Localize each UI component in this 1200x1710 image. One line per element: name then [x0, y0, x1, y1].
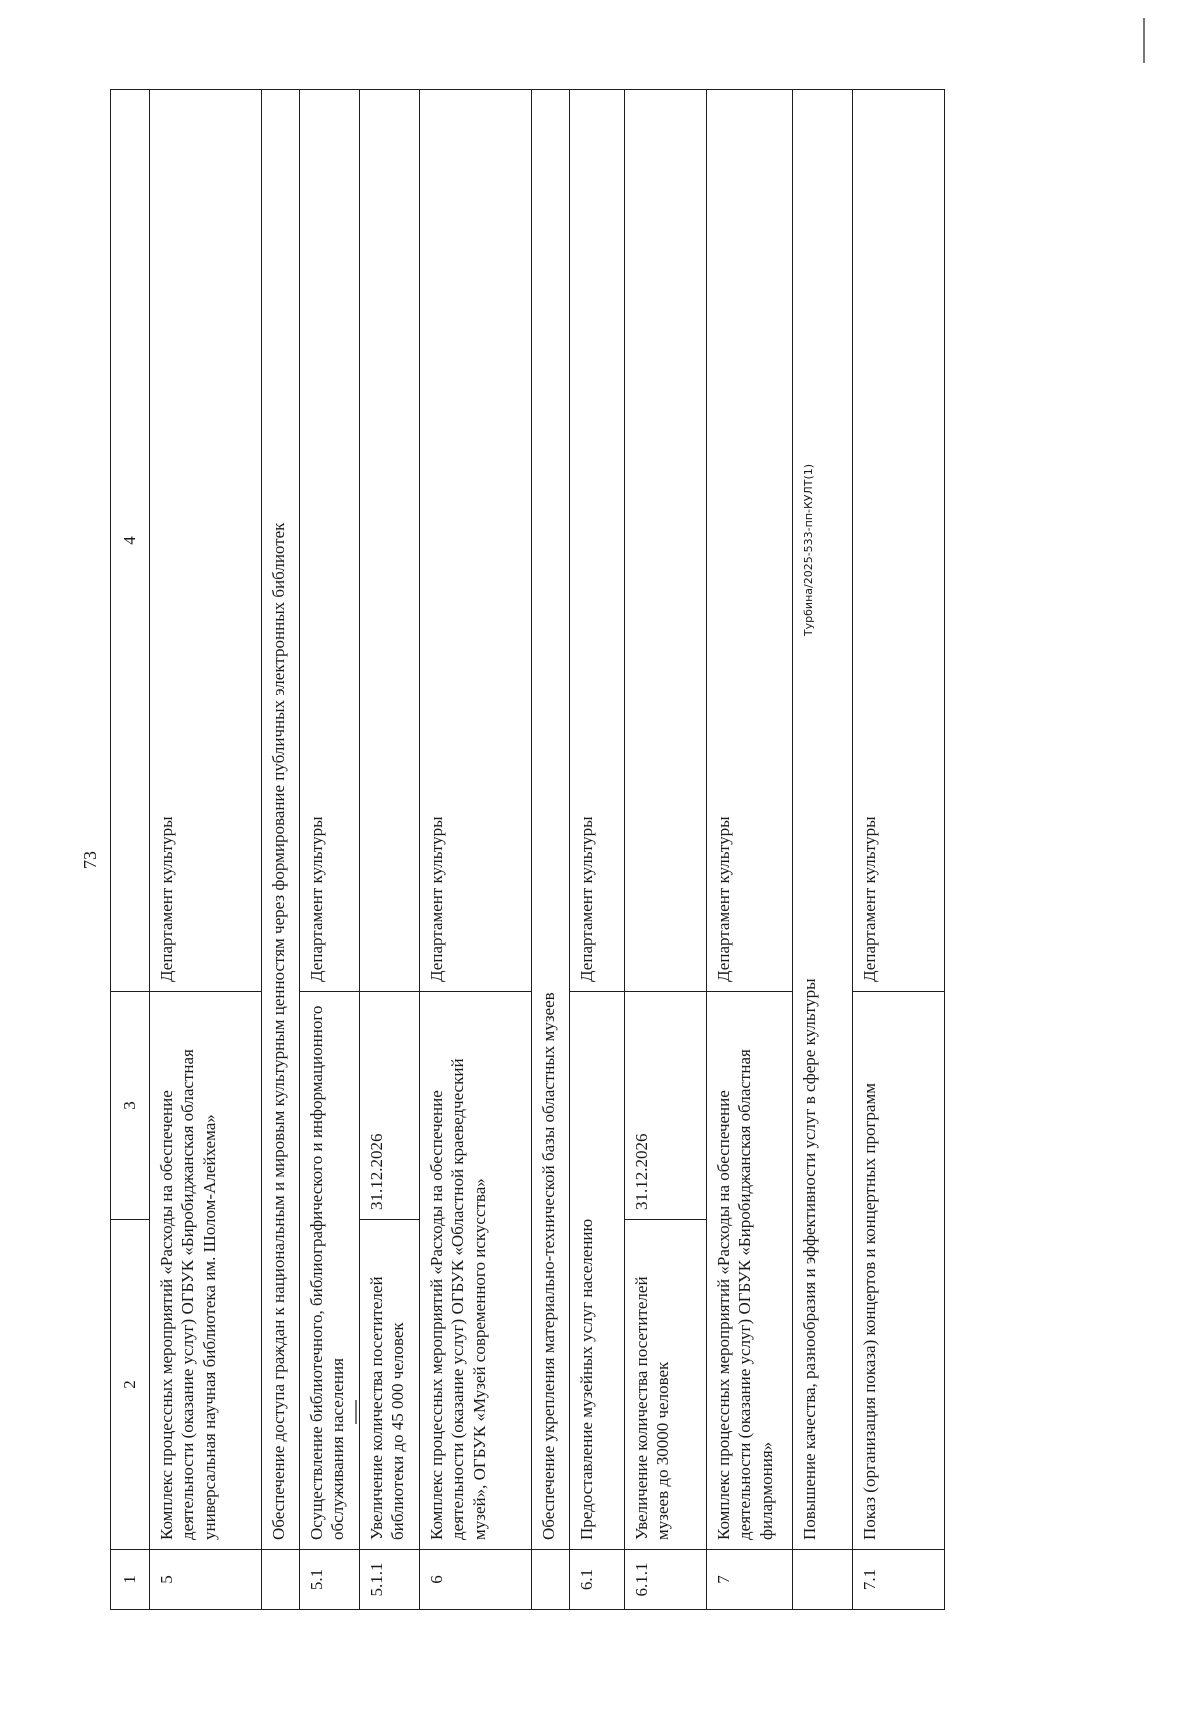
responsible-department: Департамент культуры — [150, 90, 262, 992]
row-number: 6 — [420, 1550, 532, 1610]
responsible-department: Департамент культуры — [570, 90, 625, 992]
responsible-department: Департамент культуры — [853, 90, 945, 992]
table-container — [110, 90, 945, 1610]
responsible-department: Департамент культуры — [420, 90, 532, 992]
measure-name: Комплекс процессных мероприятий «Расходы на обеспечение деятельности (оказание услуг) ОГБУК «Биробиджанская областная филармония» — [707, 992, 793, 1550]
table-row — [300, 90, 360, 1610]
responsible-department — [360, 90, 420, 992]
row-number — [262, 1550, 300, 1610]
row-number: 6.1 — [570, 1550, 625, 1610]
header-cell-col2: 2 — [111, 1220, 150, 1550]
table-row — [360, 90, 420, 1610]
row-number: 5 — [150, 1550, 262, 1610]
section-row — [262, 90, 300, 1610]
scan-mark — [1143, 18, 1145, 63]
table-row — [707, 90, 793, 1610]
scan-mark — [355, 1400, 357, 1424]
measure-name: Увеличение количества посетителей библиотеки до 45 000 человек — [360, 1220, 420, 1550]
measure-name: Осуществление библиотечного, библиографического и информационного обслуживания населения — [300, 992, 360, 1550]
measure-name: Предоставление музейных услуг населению — [570, 992, 625, 1550]
table-row — [150, 90, 262, 1610]
row-number — [532, 1550, 570, 1610]
table-row — [853, 90, 945, 1610]
measure-name: Комплекс процессных мероприятий «Расходы на обеспечение деятельности (оказание услуг) ОГБУК «Биробиджанская областная универсальная научная библиотека им. Шолом-Алейхема» — [150, 992, 262, 1550]
table-row — [625, 90, 707, 1610]
document-watermark: Турбина/2025-533-пп-КУЛТ(1) — [802, 463, 815, 637]
deadline-date: 31.12.2026 — [360, 992, 420, 1220]
table-row — [570, 90, 625, 1610]
measure-name: Увеличение количества посетителей музеев до 30000 человек — [625, 1220, 707, 1550]
responsible-department — [625, 90, 707, 992]
row-number — [793, 1550, 853, 1610]
page-number: 73 — [80, 851, 100, 869]
row-number: 5.1.1 — [360, 1550, 420, 1610]
section-title: Повышение качества, разнообразия и эффективности услуг в сфере культуры — [793, 90, 853, 1550]
header-cell-col1: 1 — [111, 1550, 150, 1610]
measure-name: Комплекс процессных мероприятий «Расходы на обеспечение деятельности (оказание услуг) ОГБУК «Областной краеведческий музей», ОГБУК «Музей современного искусства» — [420, 992, 532, 1550]
measure-name: Показ (организация показа) концертов и концертных программ — [853, 992, 945, 1550]
section-row — [532, 90, 570, 1610]
responsible-department: Департамент культуры — [707, 90, 793, 992]
row-number: 7 — [707, 1550, 793, 1610]
row-number: 5.1 — [300, 1550, 360, 1610]
row-number: 7.1 — [853, 1550, 945, 1610]
measures-table — [110, 89, 945, 1610]
header-cell-col4: 4 — [111, 90, 150, 992]
header-cell-col3: 3 — [111, 992, 150, 1220]
table-row — [420, 90, 532, 1610]
section-title: Обеспечение доступа граждан к национальным и мировым культурным ценностям через формирование публичных электронных библиотек — [262, 90, 300, 1550]
section-title: Обеспечение укрепления материально-технической базы областных музеев — [532, 90, 570, 1550]
deadline-date: 31.12.2026 — [625, 992, 707, 1220]
row-number: 6.1.1 — [625, 1550, 707, 1610]
responsible-department: Департамент культуры — [300, 90, 360, 992]
header-row — [111, 90, 150, 1610]
